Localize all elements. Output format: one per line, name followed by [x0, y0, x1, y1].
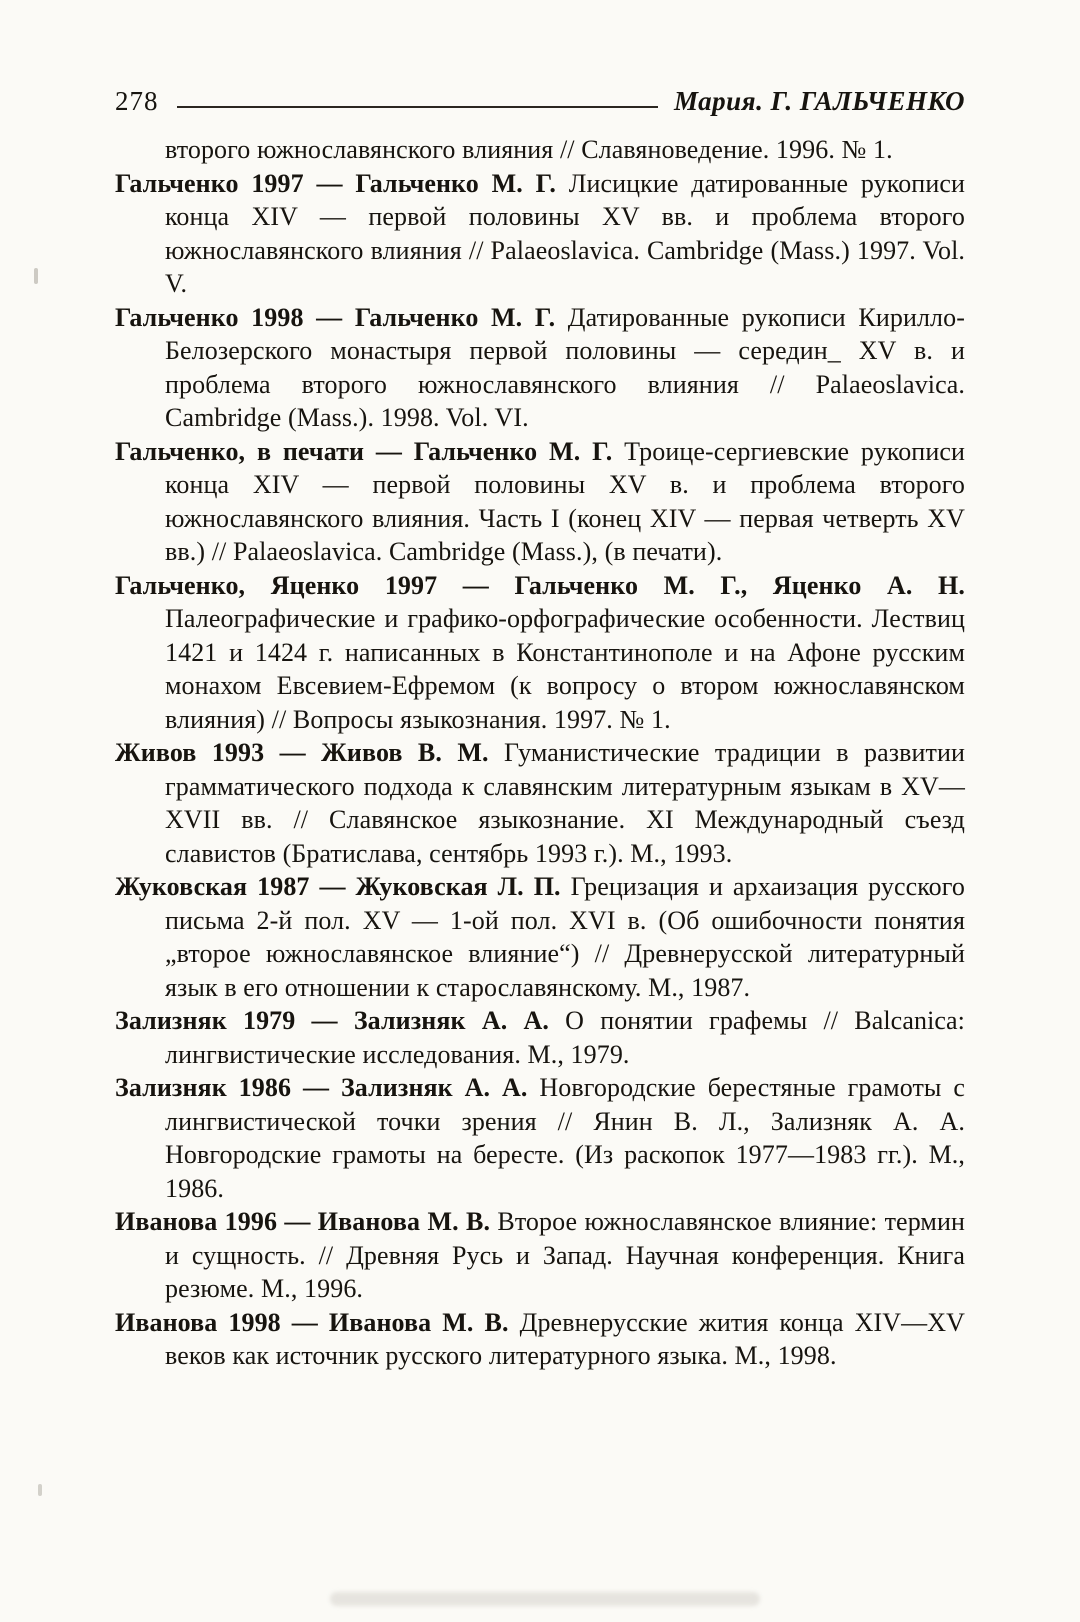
entry-term: Живов 1993 — Живов В. М.	[115, 738, 489, 767]
entry-text: Датированные рукописи Кирилло-Белозерского монастыря первой половины — середин_ XV в. и проблема второго южнославянского влияния // Palaeoslavica. Cambridge (Mass.). 1998. Vol. VI.	[165, 302, 965, 432]
entry-text: Палеографические и графико-орфографические особенности. Лествиц 1421 и 1424 г. написанных в Константинополе и на Афоне русским монахом Евсевием-Ефремом (к вопросу о втором южнославянском влияния) // Вопросы языкознания. 1997. № 1.	[165, 604, 965, 734]
entry-text: Грецизация и архаизация русского письма 2-й пол. XV — 1-ой пол. XVI в. (Об ошибочности понятия „второе южнославянское влияние“) // Древнерусской литературный язык в его отношении к старославянскому. М., 1987.	[165, 872, 965, 1002]
entry-term: Зализняк 1979 — Зализняк А. А.	[115, 1006, 549, 1035]
bibliography-entry	[115, 167, 965, 301]
scan-artifact	[38, 1484, 42, 1496]
bibliography-entry	[115, 1071, 965, 1205]
bibliography-entry	[115, 870, 965, 1004]
entry-term: Гальченко 1998 — Гальченко М. Г.	[115, 302, 556, 332]
bibliography-entry	[115, 301, 965, 435]
entry-text: Новгородские берестяные грамоты с лингвистической точки зрения // Янин В. Л., Зализняк А. А. Новгородские грамоты на бересте. (Из раскопок 1977—1983 гг.). М., 1986.	[165, 1073, 966, 1203]
bibliography-entry	[115, 569, 965, 737]
bibliography-entry	[115, 1306, 965, 1373]
bibliography-entry	[115, 1205, 965, 1306]
entry-text: Второе южнославянское влияние: термин и сущность. // Древняя Русь и Запад. Научная конференция. Книга резюме. М., 1996.	[165, 1207, 965, 1303]
bibliography-entry	[115, 1004, 965, 1071]
entry-term: Гальченко, в печати — Гальченко М. Г.	[115, 436, 613, 466]
scan-artifact	[330, 1592, 760, 1606]
entry-text: О понятии графемы // Balcanica: лингвистические исследования. М., 1979.	[165, 1006, 965, 1069]
entry-term: Гальченко 1997 — Гальченко М. Г.	[115, 168, 556, 198]
running-title: Мария. Г. ГАЛЬЧЕНКО	[674, 86, 965, 116]
entry-text: Гуманистические традиции в развитии грамматического подхода к славянским литературным языкам в XV—XVII вв. // Славянское языкознание. XI Международный съезд славистов (Братислава, сентябрь 1993 г.). М., 1993.	[165, 738, 965, 868]
entry-text: Троице-сергиевские рукописи конца XIV — первой половины XV в. и проблема второго южнославянского влияния. Часть I (конец XIV — первая четверть XV вв.) // Palaeoslavica. Cambridge (Mass.), (в печати).	[165, 436, 965, 566]
entry-term: Иванова 1998 — Иванова М. В.	[115, 1307, 509, 1337]
bibliography-fragment: второго южнославянского влияния // Славяноведение. 1996. № 1.	[165, 135, 893, 164]
entry-text: Лисицкие датированные рукописи конца XIV — первой половины XV вв. и проблема второго южнославянского влияния // Palaeoslavica. Cambridge (Mass.) 1997. Vol. V.	[165, 168, 965, 298]
entry-term: Иванова 1996 — Иванова М. В.	[115, 1207, 491, 1236]
entry-term: Гальченко, Яценко 1997 — Гальченко М. Г., Яценко А. Н.	[115, 570, 965, 600]
page-number: 278	[115, 86, 159, 116]
header-rule	[177, 104, 659, 108]
bibliography-entry	[115, 435, 965, 569]
scan-artifact	[34, 268, 38, 284]
entry-text: Древнерусские жития конца XIV—XV веков как источник русского литературного языка. М., 1998.	[165, 1307, 965, 1370]
page-header	[115, 86, 965, 117]
entry-term: Зализняк 1986 — Зализняк А. А.	[115, 1073, 528, 1102]
bibliography-entry	[115, 736, 965, 870]
bibliography	[115, 133, 965, 1373]
entry-term: Жуковская 1987 — Жуковская Л. П.	[115, 872, 561, 901]
